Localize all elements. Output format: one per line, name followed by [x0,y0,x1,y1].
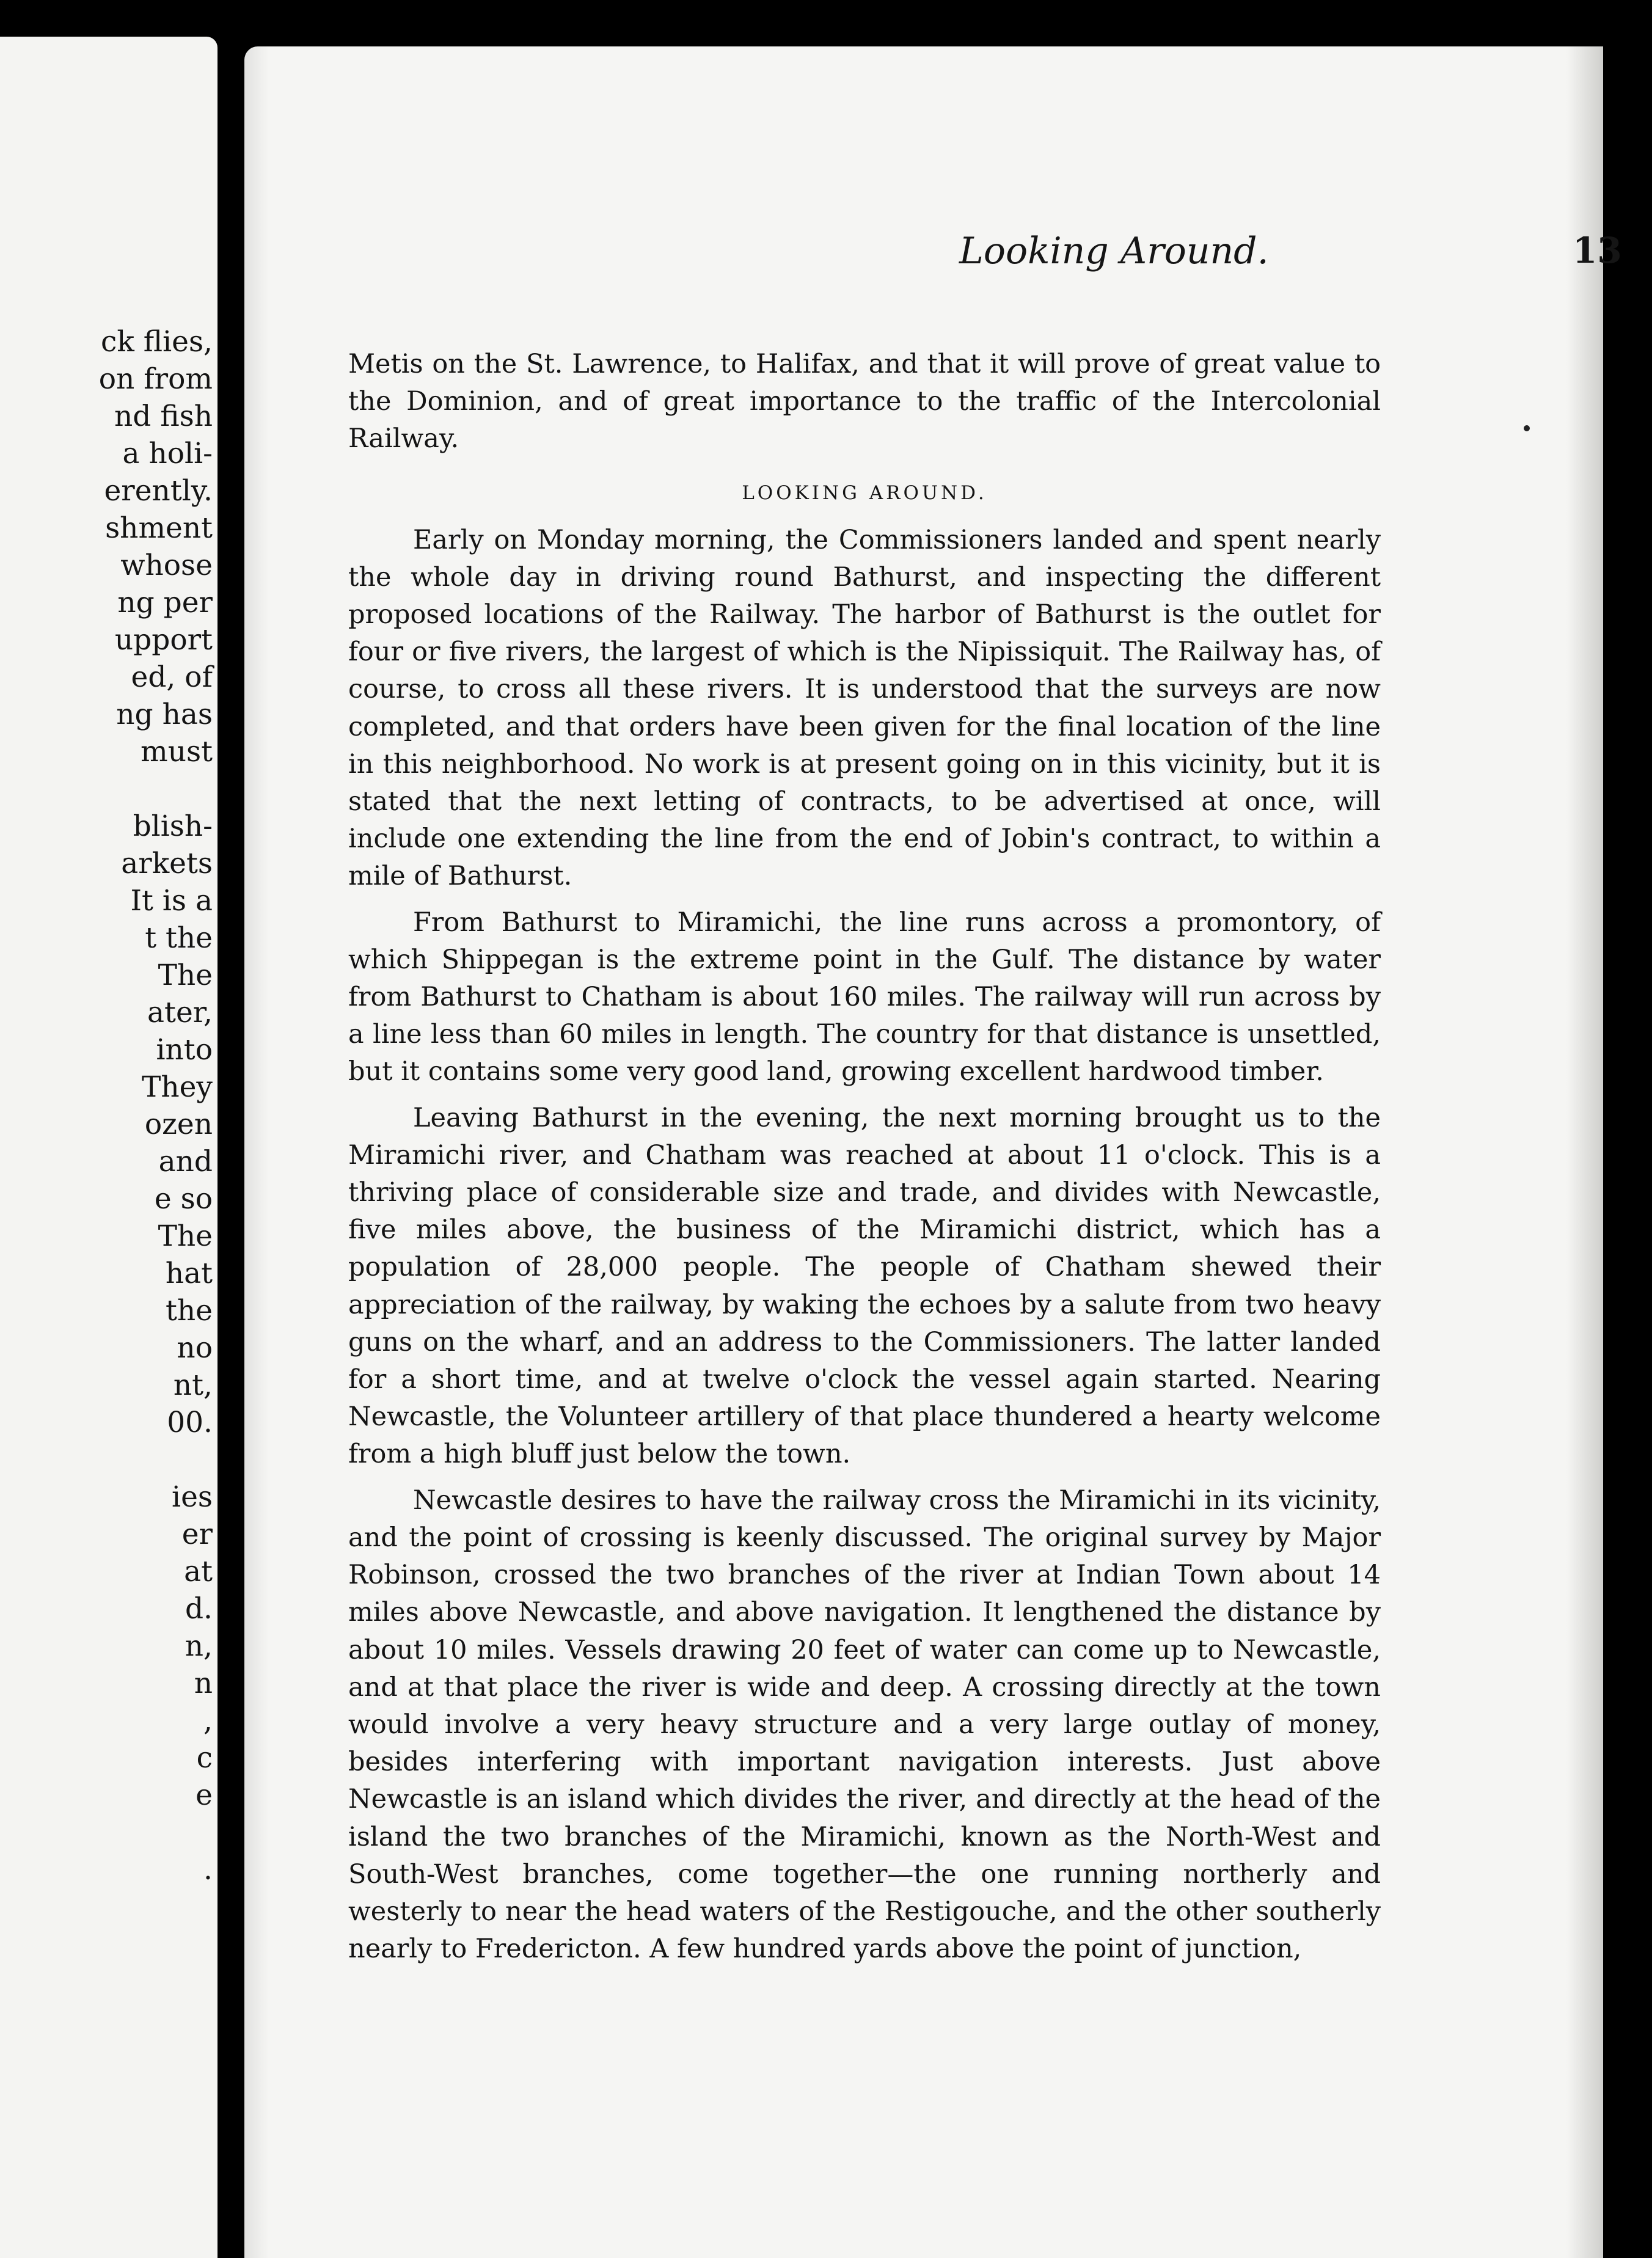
page-number: 13 [1573,230,1622,271]
left-page-line: into [156,1033,213,1067]
paragraph: Leaving Bathurst in the evening, the next morning brought us to the Miramichi river, and Chatham was reached at about 11 o'clock. This is a thriving place of considerable size and trade, and divides with Newcastle, five miles above, the business of the Miramichi district, which has a population of 28,000 people. The people of Chatham shewed their appreciation of the railway, by waking the echoes by a salute from two heavy guns on the wharf, and an address to the Commissioners. The latter landed for a short time, and at twelve o'clock the vessel again started. Nearing Newcastle, the Volunteer artillery of that place thundered a hearty welcome from a high bluff just below the town. [348,1102,1381,1470]
section-heading: LOOKING AROUND. [742,481,987,504]
left-page-line: arkets [121,847,213,880]
left-page-line: ed, of [131,660,213,694]
left-page-line: shment [105,511,213,545]
body-text [348,346,1381,1968]
left-page-line: hat [165,1257,213,1290]
left-page-line: blish- [133,809,213,843]
left-page-line: e [196,1778,213,1812]
left-page-line: ng per [117,586,213,619]
paragraph: From Bathurst to Miramichi, the line runs across a promontory, of which Shippegan is the extreme point in the Gulf. The distance by water from Bathurst to Chatham is about 160 miles. The railway will run across by a line less than 60 miles in length. The country for that distance is unsettled, but it contains some very good land, growing excellent hardwood timber. [348,907,1381,1087]
page-edge-shade [1566,46,1603,2258]
left-page-line: t the [145,921,213,955]
left-page-line: whose [120,549,213,582]
left-page-line: and [158,1145,213,1178]
left-page-line: It is a [130,884,213,918]
book-page [244,46,1622,2258]
left-page-line: ater, [147,996,213,1029]
previous-page-edge [0,37,217,2258]
left-page-line: a holi- [122,437,213,470]
left-page-line: ck flies, [101,325,213,359]
left-page-line: n [194,1667,213,1700]
paragraph: Newcastle desires to have the railway cross the Miramichi in its vicinity, and the point of crossing is keenly discussed. The original survey by Major Robinson, crossed the two branches of the river at Indian Town about 14 miles above Newcastle, and above navigation. It lengthened the distance by about 10 miles. Vessels drawing 20 feet of water can come up to Newcastle, and at that place the river is wide and deep. A crossing directly at the town would involve a very heavy structure and a very large outlay of money, besides interfering with important navigation interests. Just above Newcastle is an island which divides the river, and directly at the head of the island the two branches of the Miramichi, known as the North-West and South-West branches, come together—the one running northerly and westerly to near the head waters of the Restigouche, and the other southerly nearly to Fredericton. A few hundred yards above the point of junction, [348,1485,1381,1965]
left-page-line: on from [98,362,213,396]
left-page-line: c [196,1741,213,1775]
left-page-line: The [158,1219,213,1253]
ink-speck [1524,425,1530,431]
left-page-line: nt, [173,1368,213,1402]
running-head [886,230,1622,291]
left-page-line: d. [185,1592,213,1626]
left-page-line: ies [172,1480,213,1514]
left-page-line: , [203,1704,213,1737]
left-page-line: the [166,1294,213,1328]
running-head-title: Looking Around. [959,230,1269,272]
left-page-line: upport [114,623,213,657]
left-page-line: er [181,1518,213,1551]
paragraph-continuation: Metis on the St. Lawrence, to Halifax, and that it will prove of great value to the Dominion, and of great importance to the traffic of the Intercolonial Railway. [348,349,1381,455]
left-page-line: The [158,959,213,992]
left-page-line: no [177,1331,213,1365]
left-page-line: ng has [116,698,213,731]
left-page-line: ozen [144,1108,213,1141]
left-page-line: 00. [167,1406,213,1439]
gutter-shadow [244,46,269,2258]
left-page-line: n, [185,1629,213,1663]
left-page-line: at [184,1555,213,1588]
paragraph: Early on Monday morning, the Commissioners landed and spent nearly the whole day in driving round Bathurst, and inspecting the different proposed locations of the Railway. The harbor of Bathurst is the outlet for four or five rivers, the largest of which is the Nipissiquit. The Railway has, of course, to cross all these rivers. It is understood that the surveys are now completed, and that orders have been given for the final location of the line in this neighborhood. No work is at present going on in this vicinity, but it is stated that the next letting of contracts, to be advertised at once, will include one extending the line from the end of Jobin's contract, to within a mile of Bathurst. [348,524,1381,892]
left-page-line: . [203,1853,213,1887]
left-page-line: erently. [104,474,213,508]
left-page-line: nd fish [114,400,213,433]
left-page-line: e so [154,1182,213,1216]
left-page-line: must [141,735,213,769]
left-page-line: They [142,1070,213,1104]
